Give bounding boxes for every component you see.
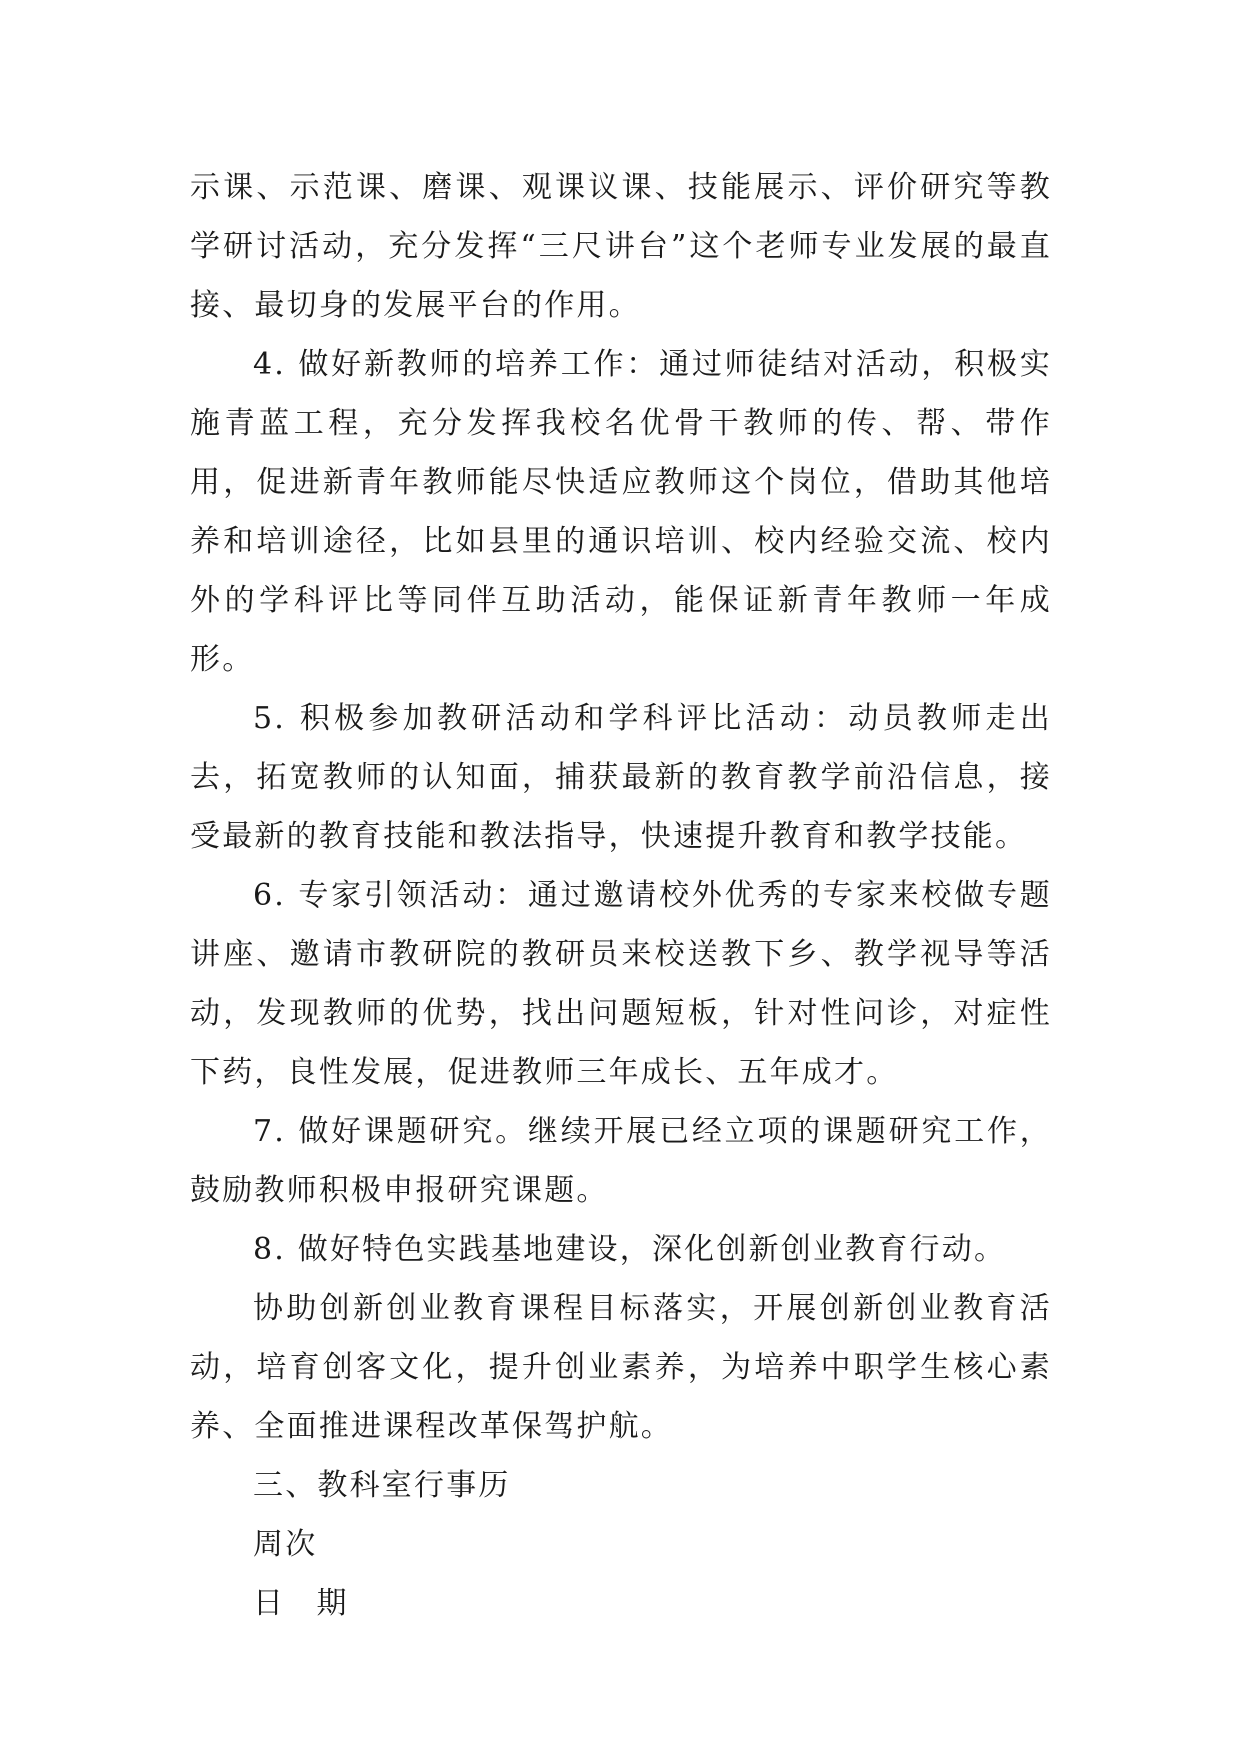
table-label-date: 日 期 — [253, 1586, 359, 1621]
paragraph-item-5: 5. 积极参加教研活动和学科评比活动：动员教师走出去，拓宽教师的认知面，捕获最新的教育教学前沿信息，接受最新的教育技能和教法指导，快速提升教育和教学技能。 — [190, 701, 1052, 854]
paragraph-item-7: 7. 做好课题研究。继续开展已经立项的课题研究工作，鼓励教师积极申报研究课题。 — [190, 1114, 1052, 1208]
paragraph-item-8: 8. 做好特色实践基地建设，深化创新创业教育行动。 — [253, 1232, 1007, 1267]
section-heading: 三、教科室行事历 — [253, 1468, 511, 1503]
paragraph-continuation: 示课、示范课、磨课、观课议课、技能展示、评价研究等教学研讨活动，充分发挥“三尺讲台”这个老师专业发展的最直接、最切身的发展平台的作用。 — [190, 170, 1052, 323]
paragraph-innovation: 协助创新创业教育课程目标落实，开展创新创业教育活动，培育创客文化，提升创业素养，为培养中职学生核心素养、全面推进课程改革保驾护航。 — [190, 1291, 1052, 1444]
document-body — [190, 158, 1052, 1633]
paragraph-item-6: 6. 专家引领活动：通过邀请校外优秀的专家来校做专题讲座、邀请市教研院的教研员来校送教下乡、教学视导等活动，发现教师的优势，找出问题短板，针对性问诊，对症性下药，良性发展，促进教师三年成长、五年成才。 — [190, 878, 1052, 1090]
table-label-week: 周次 — [253, 1527, 318, 1562]
paragraph-item-4: 4. 做好新教师的培养工作：通过师徒结对活动，积极实施青蓝工程，充分发挥我校名优骨干教师的传、帮、带作用，促进新青年教师能尽快适应教师这个岗位，借助其他培养和培训途径，比如县里的通识培训、校内经验交流、校内外的学科评比等同伴互助活动，能保证新青年教师一年成形。 — [190, 347, 1052, 677]
